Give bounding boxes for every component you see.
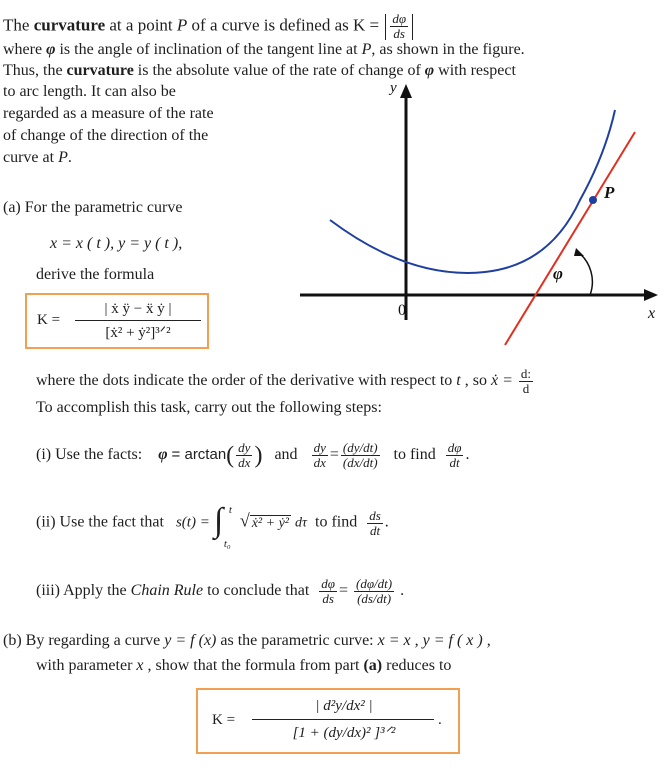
step-ii: (ii) Use the fact that s(t) = ∫ t t₀ √ ẋ² + ẏ² dτ to find $\frac{ds}{dt}$ . bbox=[36, 502, 389, 550]
intro-line-2: where φ is the angle of inclination of the tangent line at P, as shown in the figure. bbox=[3, 41, 525, 58]
dy-dx-fraction-lhs: $\frac{dy}{dx}$ bbox=[313, 440, 326, 470]
formula-b-numerator: | d²y/dx² | bbox=[315, 698, 373, 714]
intro-line-7: curve at P. bbox=[3, 149, 72, 166]
k-symbol: K = bbox=[352, 15, 380, 35]
k-label: K = bbox=[37, 312, 61, 328]
derive-text: derive the formula bbox=[36, 266, 155, 283]
term-curvature: curvature bbox=[33, 15, 106, 35]
formula-b-denominator: [1 + (dy/dx)² ]³ᐟ² bbox=[292, 725, 396, 741]
dots-explanation: where the dots indicate the order of the derivative with respect to t , so ẋ = $\frac{d:}{d}$ bbox=[36, 366, 532, 396]
formula-box-a bbox=[25, 293, 209, 349]
y-axis-label: y bbox=[390, 80, 397, 96]
text: of a curve is defined as bbox=[187, 15, 353, 35]
y-axis-arrow-icon bbox=[400, 84, 412, 98]
intro-line-5: regarded as a measure of the rate bbox=[3, 105, 214, 122]
parametric-equations: x = x ( t ), y = y ( t ), bbox=[50, 235, 183, 252]
intro-line-6: of change of the direction of the bbox=[3, 127, 209, 144]
period: . bbox=[438, 712, 442, 728]
intro-line-3: Thus, the curvature is the absolute value of the rate of change of φ with respect bbox=[3, 62, 516, 79]
formula-denominator: [ẋ² + ẏ²]³ᐟ² bbox=[105, 325, 171, 341]
angle-arrow-icon bbox=[574, 248, 584, 256]
origin-label: 0 bbox=[398, 302, 406, 319]
fraction-bar bbox=[252, 719, 434, 720]
text: The bbox=[3, 15, 34, 35]
formula-box-b bbox=[196, 688, 460, 754]
dphi-ds-fraction: $\frac{d\varphi}{ds}$ bbox=[392, 11, 407, 41]
step-iii: (iii) Apply the Chain Rule to conclude that $\frac{d\varphi}{ds}$ = $\frac{(d\varphi/dt)}{(ds/dt)}$ . bbox=[36, 576, 405, 606]
dy-dx-fraction: $\frac{dy}{dx}$ bbox=[238, 440, 251, 470]
formula-numerator: | ẋ ÿ − ẍ ẏ | bbox=[104, 301, 172, 317]
step-i: (i) Use the facts: φ = arctan( $\frac{dy}{dx}$ ) and $\frac{dy}{dx}$ = $\frac{(dy/dt)}{(dx/dt)}$ to find $\frac{d\varphi}{dt}$ . bbox=[36, 440, 470, 470]
text: at a point bbox=[105, 15, 177, 35]
curvature-definition-line bbox=[3, 12, 415, 41]
curvature-figure bbox=[300, 80, 665, 350]
dphidt-dsdt-fraction: $\frac{(d\varphi/dt)}{(ds/dt)}$ bbox=[356, 576, 393, 606]
angle-label: φ bbox=[553, 264, 563, 283]
part-b-line-2: with parameter x , show that the formula from part (a) reduces to bbox=[36, 657, 452, 674]
abs-bar bbox=[385, 14, 386, 40]
fraction-bar bbox=[75, 320, 201, 321]
dphi-ds-fraction: $\frac{d\varphi}{ds}$ bbox=[321, 576, 335, 606]
dydt-dxdt-fraction: $\frac{(dy/dt)}{(dx/dt)}$ bbox=[342, 440, 378, 470]
angle-arc bbox=[578, 252, 592, 295]
x-axis-label: x bbox=[648, 305, 656, 322]
x-axis-arrow-icon bbox=[644, 289, 658, 301]
abs-bar bbox=[412, 14, 413, 40]
intro-line-4: to arc length. It can also be bbox=[3, 83, 176, 100]
ds-dt-fraction: $\frac{ds}{dt}$ bbox=[369, 507, 381, 538]
dphi-dt-fraction: $\frac{d\varphi}{dt}$ bbox=[447, 440, 462, 470]
point-label: P bbox=[176, 15, 188, 35]
steps-intro: To accomplish this task, carry out the following steps: bbox=[36, 399, 382, 416]
point-p-label: P bbox=[604, 183, 615, 202]
part-b-line-1: (b) By regarding a curve y = f (x) as the parametric curve: x = x , y = f ( x ) , bbox=[3, 632, 491, 649]
k-label: K = bbox=[212, 712, 236, 728]
part-a-heading: (a) For the parametric curve bbox=[3, 199, 183, 216]
integral-sign: ∫ t t₀ bbox=[213, 502, 232, 550]
point-p-marker bbox=[589, 196, 597, 204]
dx-dt-fraction-cut: $\frac{d:}{d}$ bbox=[520, 366, 532, 396]
tangent-line bbox=[505, 132, 635, 345]
blue-curve bbox=[330, 110, 615, 273]
